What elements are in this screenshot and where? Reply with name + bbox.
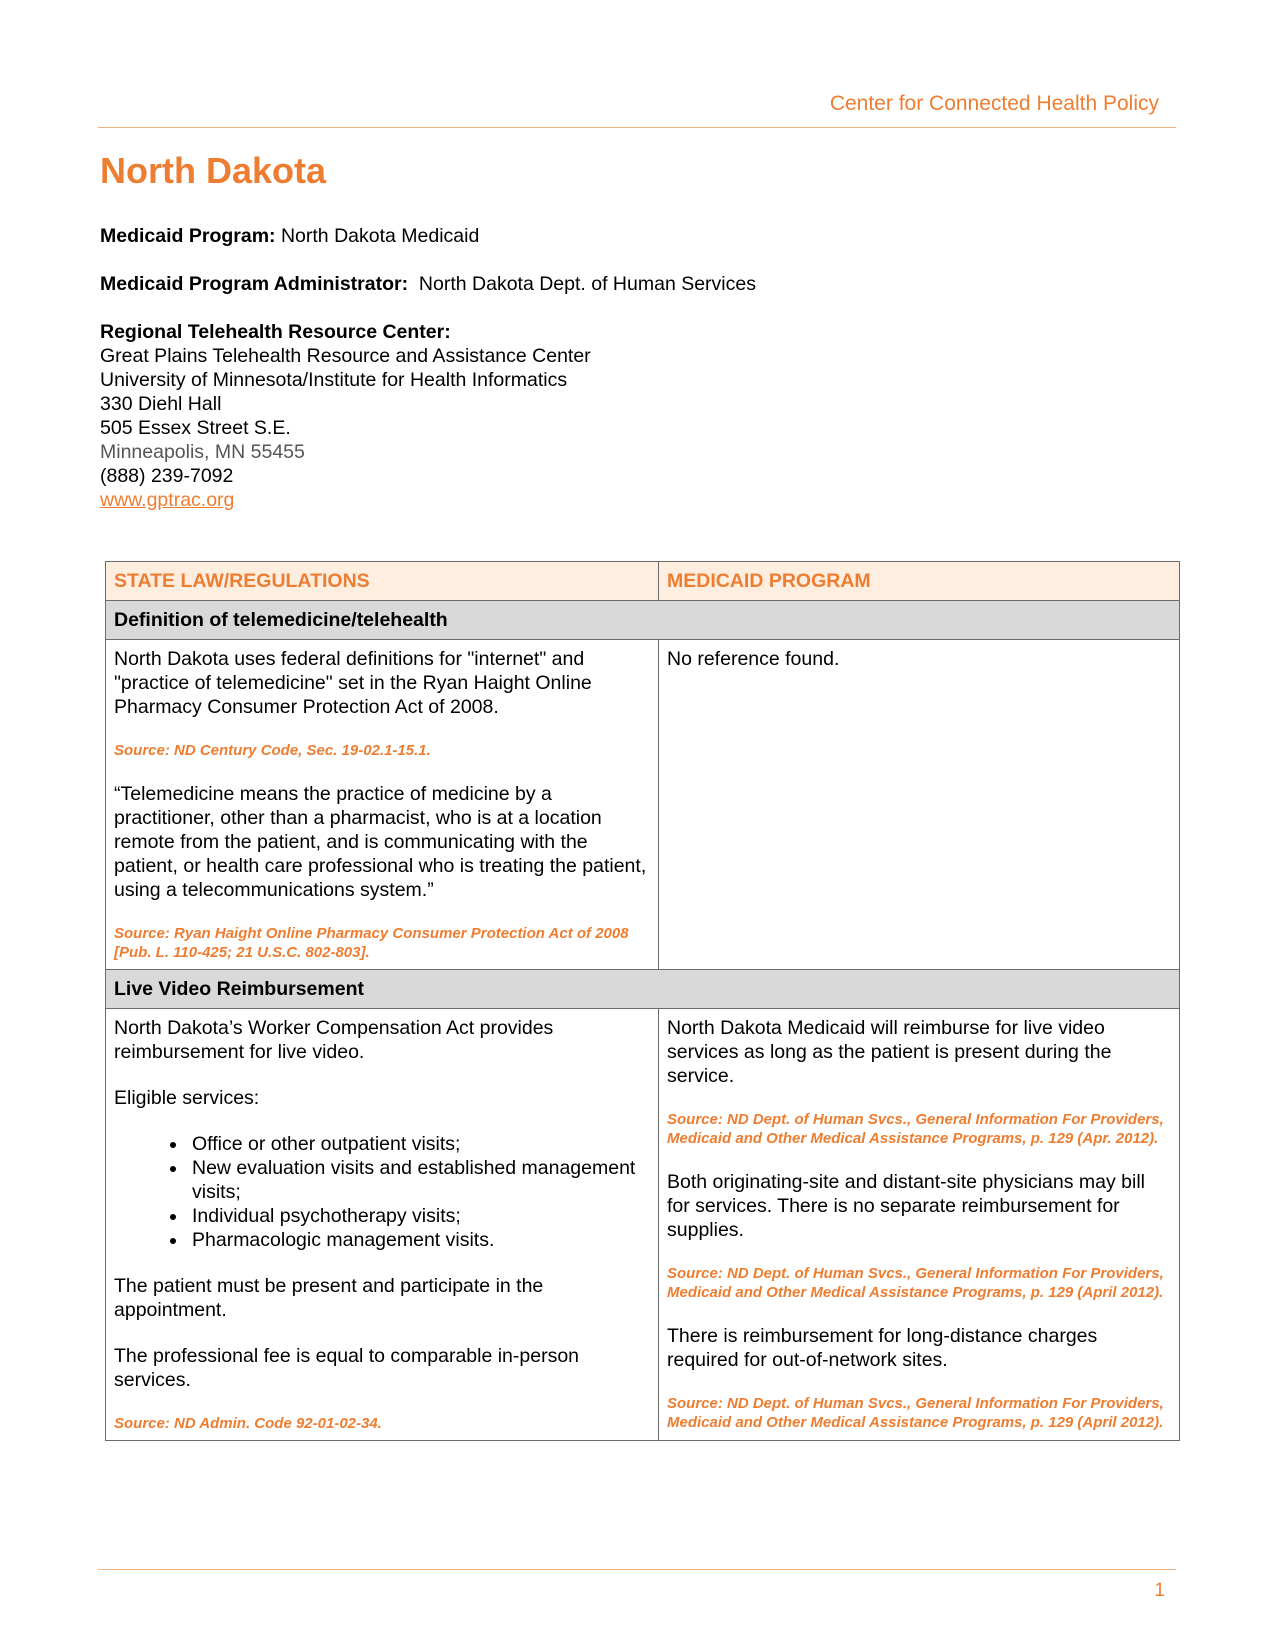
eligible-services-heading: Eligible services: (114, 1087, 260, 1109)
live-video-state-law-source: Source: ND Admin. Code 92-01-02-34. (114, 1415, 382, 1432)
live-video-medicaid-text-3: There is reimbursement for long-distance charges required for out-of-network sites. (667, 1325, 1098, 1371)
live-video-medicaid-text-1: North Dakota Medicaid will reimburse for live video services as long as the patient is present during the service. (667, 1017, 1112, 1087)
definition-state-law-cell (106, 640, 659, 970)
column-header-state-law: STATE LAW/REGULATIONS (106, 562, 659, 601)
medicaid-program-value: North Dakota Medicaid (280, 225, 480, 247)
rtrc-institution: University of Minnesota/Institute for Health Informatics (100, 369, 568, 391)
definition-state-law-text-1: North Dakota uses federal definitions for "internet" and "practice of telemedicine" set in the Ryan Haight Online Pharmacy Consumer Protection Act of 2008. (114, 648, 592, 718)
medicaid-program-row (100, 224, 756, 248)
definition-state-law-source-2: Source: Ryan Haight Online Pharmacy Consumer Protection Act of 2008 [Pub. L. 110-425; 21 U.S.C. 802-803]. (114, 925, 629, 961)
administrator-label: Medicaid Program Administrator: (100, 273, 409, 295)
table-row (106, 640, 1180, 970)
list-item: • Individual psychotherapy visits; (188, 1204, 650, 1228)
eligible-services-list (114, 1132, 650, 1252)
live-video-medicaid-text-2: Both originating-site and distant-site physicians may bill for services. There is no separate reimbursement for supplies. (667, 1171, 1145, 1241)
live-video-state-law-text-1: North Dakota’s Worker Compensation Act provides reimbursement for live video. (114, 1017, 554, 1063)
live-video-state-law-cell (106, 1009, 659, 1441)
rtrc-city-state-zip: Minneapolis, MN 55455 (100, 441, 305, 463)
page-number: 1 (1154, 1580, 1165, 1601)
section-row-definition (106, 601, 1180, 640)
definition-medicaid-cell (659, 640, 1180, 970)
rtrc-label: Regional Telehealth Resource Center: (100, 321, 451, 343)
page-title: North Dakota (100, 150, 327, 191)
list-item: • New evaluation visits and established management visits; (188, 1156, 650, 1204)
program-info (100, 224, 756, 512)
medicaid-program-label: Medicaid Program: (100, 225, 276, 247)
table-row (106, 1009, 1180, 1441)
table-header-row (106, 562, 1180, 601)
definition-state-law-source-1: Source: ND Century Code, Sec. 19-02.1-15.1. (114, 742, 431, 759)
live-video-state-law-text-4: The professional fee is equal to comparable in-person services. (114, 1345, 580, 1391)
header-org-name: Center for Connected Health Policy (829, 92, 1159, 115)
definition-state-law-text-2: “Telemedicine means the practice of medicine by a practitioner, other than a pharmacist, who is at a location remote from the patient, and is communicating with the patient, or health care professional who is treating the patient, using a telecommunications system.” (114, 783, 647, 901)
section-title-definition: Definition of telemedicine/telehealth (106, 601, 1180, 640)
live-video-state-law-text-3: The patient must be present and participate in the appointment. (114, 1275, 544, 1321)
rtrc-name: Great Plains Telehealth Resource and Assistance Center (100, 345, 591, 367)
rtrc-block (100, 320, 756, 512)
header-divider (98, 127, 1176, 128)
rtrc-website-link[interactable]: www.gptrac.org (100, 489, 235, 511)
footer-divider (98, 1569, 1176, 1570)
administrator-value: North Dakota Dept. of Human Services (418, 273, 756, 295)
list-item: • Pharmacologic management visits. (188, 1228, 650, 1252)
live-video-medicaid-source-1: Source: ND Dept. of Human Svcs., General Information For Providers, Medicaid and Other Medical Assistance Programs, p. 129 (Apr. 2012). (667, 1111, 1164, 1147)
section-title-live-video: Live Video Reimbursement (106, 970, 1180, 1009)
rtrc-address-line-1: 330 Diehl Hall (100, 393, 222, 415)
administrator-row (100, 272, 756, 296)
list-item: • Office or other outpatient visits; (188, 1132, 650, 1156)
rtrc-address-line-2: 505 Essex Street S.E. (100, 417, 291, 439)
live-video-medicaid-source-2: Source: ND Dept. of Human Svcs., General Information For Providers, Medicaid and Other Medical Assistance Programs, p. 129 (April 2012). (667, 1265, 1164, 1301)
policy-table (105, 561, 1180, 1441)
column-header-medicaid: MEDICAID PROGRAM (659, 562, 1180, 601)
section-row-live-video (106, 970, 1180, 1009)
definition-medicaid-text: No reference found. (667, 648, 840, 670)
live-video-medicaid-source-3: Source: ND Dept. of Human Svcs., General Information For Providers, Medicaid and Other Medical Assistance Programs, p. 129 (April 2012). (667, 1395, 1164, 1431)
rtrc-phone: (888) 239-7092 (100, 465, 234, 487)
live-video-medicaid-cell (659, 1009, 1180, 1441)
